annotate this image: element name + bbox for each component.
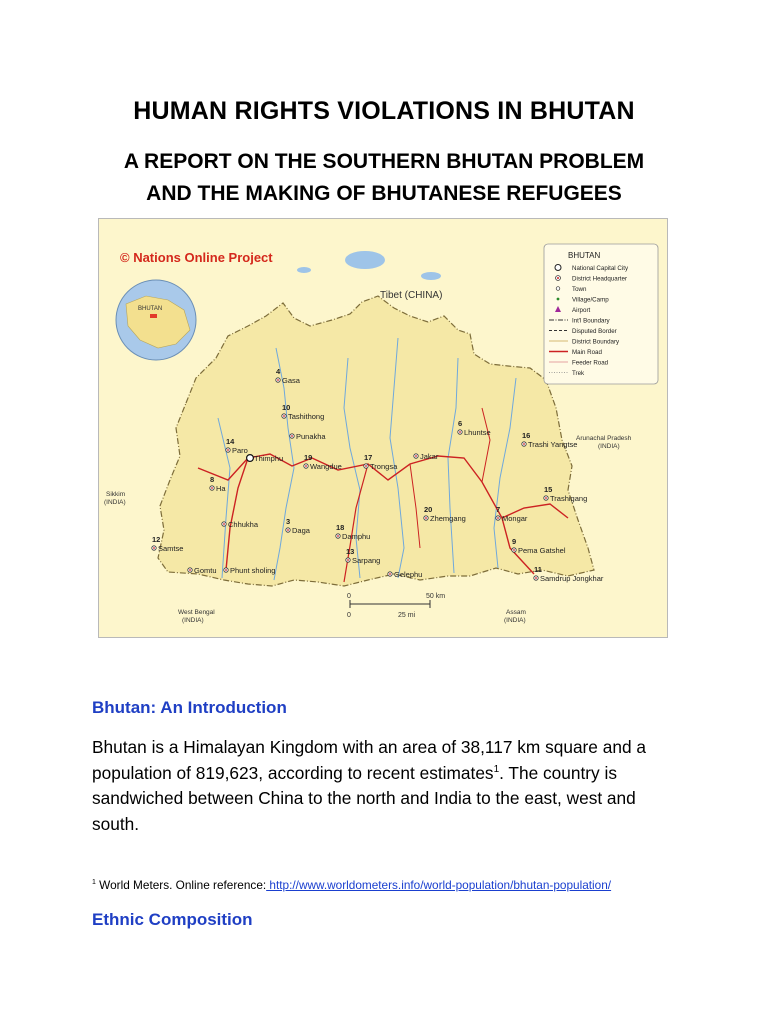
district-hq-dot — [557, 277, 559, 279]
district-number: 3 — [286, 517, 291, 526]
district-number: 9 — [512, 537, 517, 546]
legend-item-label: Town — [572, 286, 587, 293]
town-marker-dot — [365, 465, 367, 467]
place-name: Zhemgang — [430, 514, 466, 523]
legend-item-label: Airport — [572, 307, 591, 314]
legend-item-label: Main Road — [572, 349, 602, 356]
district-number: 7 — [496, 505, 501, 514]
intro-text-part2: . The country is sandwiched between China to the north and India to the east, west and south. — [92, 762, 636, 834]
town-marker-dot — [389, 573, 391, 575]
place-punakha — [290, 432, 327, 441]
place-name: Samdrup Jongkhar — [540, 574, 604, 583]
scale-mi-label: 25 mi — [398, 612, 416, 619]
district-number: 17 — [364, 453, 373, 462]
legend-title: BHUTAN — [568, 251, 601, 260]
inset-label: BHUTAN — [138, 306, 163, 312]
ethnic-composition-heading: Ethnic Composition — [92, 910, 253, 929]
legend-item-label: Feeder Road — [572, 359, 609, 367]
place-name: Samtse — [158, 544, 184, 553]
neighbor-southeast-country: (INDIA) — [504, 617, 526, 624]
town-marker-dot — [459, 431, 461, 433]
district-number: 14 — [226, 437, 235, 446]
place-name: Wangdue — [310, 462, 342, 471]
district-number: 16 — [522, 431, 531, 440]
intro-heading: Bhutan: An Introduction — [92, 698, 287, 717]
neighbor-east-country: (INDIA) — [598, 443, 620, 450]
place-name: Gomtu — [194, 566, 217, 575]
place-name: Chhukha — [228, 520, 259, 529]
district-number: 15 — [544, 485, 553, 494]
place-name: Trashigang — [550, 494, 588, 503]
legend-item-label: Disputed Border — [572, 328, 617, 335]
town-marker-dot — [225, 569, 227, 571]
map-copyright: © Nations Online Project — [120, 250, 273, 265]
place-name: Gelephu — [394, 570, 423, 579]
town-marker-dot — [153, 547, 155, 549]
town-marker-dot — [347, 559, 349, 561]
scale-zero-km: 0 — [347, 593, 351, 600]
bhutan-map — [98, 218, 668, 638]
legend-item-label: Trek — [572, 370, 585, 377]
footnote-ref[interactable]: 1 — [493, 763, 500, 775]
place-name: Gasa — [282, 376, 300, 385]
place-name: Damphu — [342, 532, 371, 541]
neighbor-southwest-label: West Bengal — [178, 609, 215, 616]
place-name: Daga — [292, 526, 310, 535]
legend-item-label: National Capital City — [572, 265, 629, 272]
footnote-text: World Meters. Online reference: — [95, 878, 267, 892]
lake-shape — [345, 251, 385, 269]
village-icon — [557, 298, 560, 301]
capital-marker-icon — [247, 455, 254, 462]
town-marker-dot — [497, 517, 499, 519]
place-name: Punakha — [296, 432, 326, 441]
place-name: Lhuntse — [464, 428, 491, 437]
neighbor-east-label: Arunachal Pradesh — [576, 435, 632, 442]
legend-item-label: Village/Camp — [572, 296, 609, 304]
neighbor-southwest-country: (INDIA) — [182, 617, 204, 624]
neighbor-west-label: Sikkim — [106, 491, 126, 498]
place-name: Tashithong — [288, 412, 325, 421]
place-name: Phunt sholing — [230, 566, 276, 575]
inset-globe — [116, 280, 196, 360]
town-marker-dot — [513, 549, 515, 551]
district-number: 4 — [276, 367, 281, 376]
town-marker-dot — [189, 569, 191, 571]
district-number: 20 — [424, 505, 433, 514]
footnote-number: 1 — [92, 879, 96, 887]
neighbor-north-label: Tibet (CHINA) — [380, 290, 443, 301]
place-name: Jakar — [420, 452, 439, 461]
capital-symbol-icon — [555, 265, 561, 271]
district-number: 8 — [210, 475, 215, 484]
town-marker-dot — [415, 455, 417, 457]
district-number: 18 — [336, 523, 345, 532]
district-number: 11 — [534, 565, 542, 574]
district-number: 10 — [282, 403, 291, 412]
town-icon — [556, 287, 560, 291]
place-chhukha — [222, 520, 259, 529]
intro-paragraph — [92, 735, 662, 837]
neighbor-southeast-label: Assam — [506, 609, 526, 616]
town-marker-dot — [291, 435, 293, 437]
town-marker-dot — [425, 517, 427, 519]
scale-km-label: 50 km — [426, 593, 446, 600]
place-name: Mongar — [502, 514, 528, 523]
place-name: Pema Gatshel — [518, 546, 566, 555]
footnote-link[interactable]: http://www.worldometers.info/world-population/bhutan-population/ — [266, 878, 612, 892]
bhutan-map-svg — [98, 218, 668, 638]
town-marker-dot — [223, 523, 225, 525]
place-name: Trongsa — [370, 462, 398, 471]
town-marker-dot — [287, 529, 289, 531]
district-number: 6 — [458, 419, 463, 428]
footnote — [92, 878, 611, 892]
district-number: 13 — [346, 547, 355, 556]
place-name: Trashi Yangtse — [528, 440, 578, 449]
document-subtitle-line1: A REPORT ON THE SOUTHERN BHUTAN PROBLEM — [123, 150, 645, 173]
place-name: Sarpang — [352, 556, 381, 565]
town-marker-dot — [337, 535, 339, 537]
document-title: HUMAN RIGHTS VIOLATIONS IN BHUTAN — [133, 97, 635, 125]
neighbor-west-country: (INDIA) — [104, 499, 126, 506]
place-name: Ha — [216, 484, 226, 493]
place-phunt-sholing — [224, 566, 276, 575]
place-name: Paro — [232, 446, 248, 455]
town-marker-dot — [277, 379, 279, 381]
document-subtitle-line2: AND THE MAKING OF BHUTANESE REFUGEES — [146, 182, 622, 205]
town-marker-dot — [523, 443, 525, 445]
district-number: 12 — [152, 535, 161, 544]
legend-item-label: District Boundary — [572, 338, 620, 346]
town-marker-dot — [227, 449, 229, 451]
place-name: Thimphu — [254, 454, 284, 463]
intro-text-part1: Bhutan is a Himalayan Kingdom with an area of 38,117 km square and a population of 819,623, according to recent estimates — [92, 737, 646, 783]
scale-zero-mi: 0 — [347, 612, 351, 619]
map-legend — [544, 244, 658, 384]
town-marker-dot — [211, 487, 213, 489]
town-marker-dot — [283, 415, 285, 417]
town-marker-dot — [305, 465, 307, 467]
legend-item-label: Int'l Boundary — [572, 317, 610, 325]
town-marker-dot — [545, 497, 547, 499]
legend-item-label: District Headquarter — [572, 275, 628, 283]
town-marker-dot — [535, 577, 537, 579]
district-number: 19 — [304, 453, 313, 462]
